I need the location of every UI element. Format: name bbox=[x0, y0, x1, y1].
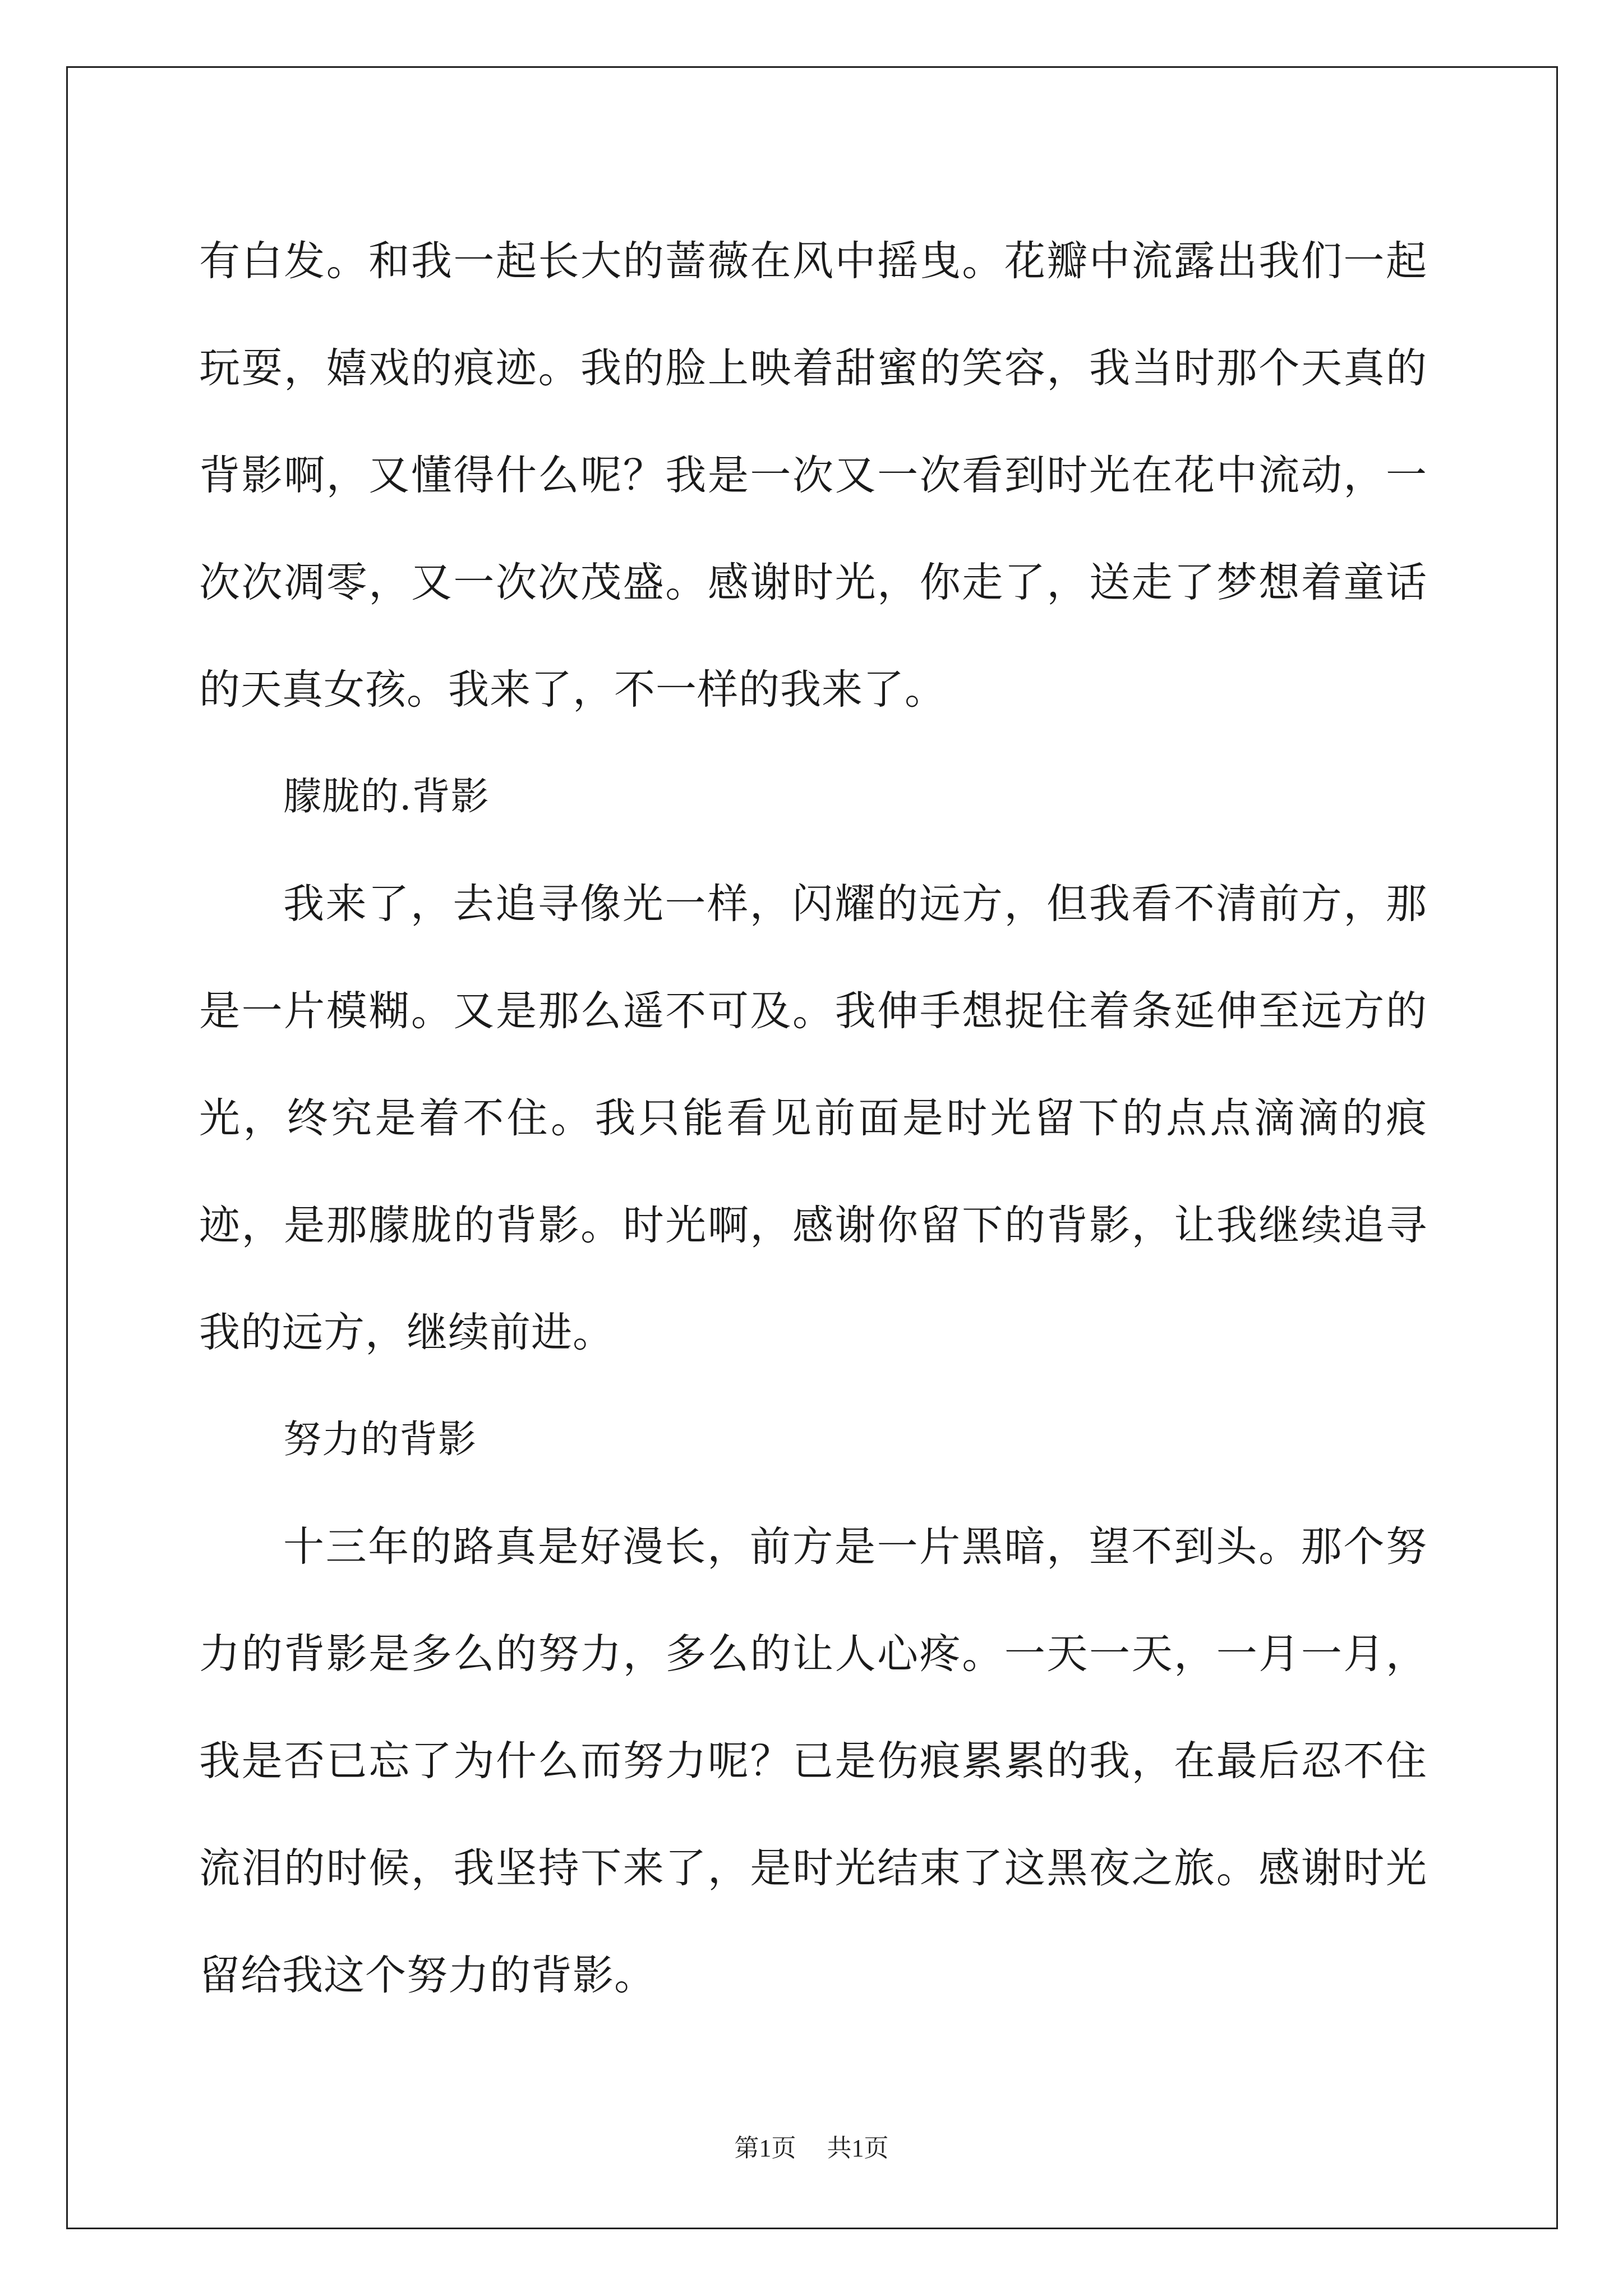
paragraph-1: 有白发。和我一起长大的蔷薇在风中摇曳。花瓣中流露出我们一起玩耍，嬉戏的痕迹。我的脸上映着甜蜜的笑容，我当时那个天真的背影啊，又懂得什么呢？我是一次又一次看到时光在花中流动，一次次凋零，又一次次茂盛。感谢时光，你走了，送走了梦想着童话的天真女孩。我来了，不一样的我来了。 bbox=[199, 237, 1427, 714]
section-heading-effort-back: 努力的背影 bbox=[283, 1418, 477, 1462]
paragraph-3: 十三年的路真是好漫长，前方是一片黑暗，望不到头。那个努力的背影是多么的努力，多么的让人心疼。一天一天，一月一月，我是否已忘了为什么而努力呢？已是伤痕累累的我，在最后忍不住流泪的时候，我坚持下来了，是时光结束了这黑夜之旅。感谢时光留给我这个努力的背影。 bbox=[199, 1523, 1427, 1999]
page-number-current: 第1页 bbox=[734, 2134, 796, 2162]
paragraph-2: 我来了，去追寻像光一样，闪耀的远方，但我看不清前方，那是一片模糊。又是那么遥不可及。我伸手想捉住着条延伸至远方的光，终究是着不住。我只能看见前面是时光留下的点点滴滴的痕迹，是那朦胧的背影。时光啊，感谢你留下的背影，让我继续追寻我的远方，继续前进。 bbox=[199, 880, 1427, 1356]
section-heading-hazy-back: 朦胧的.背影 bbox=[283, 775, 490, 819]
document-body bbox=[199, 208, 1427, 2029]
page-footer bbox=[0, 2132, 1623, 2165]
page-number-total: 共1页 bbox=[827, 2134, 889, 2162]
